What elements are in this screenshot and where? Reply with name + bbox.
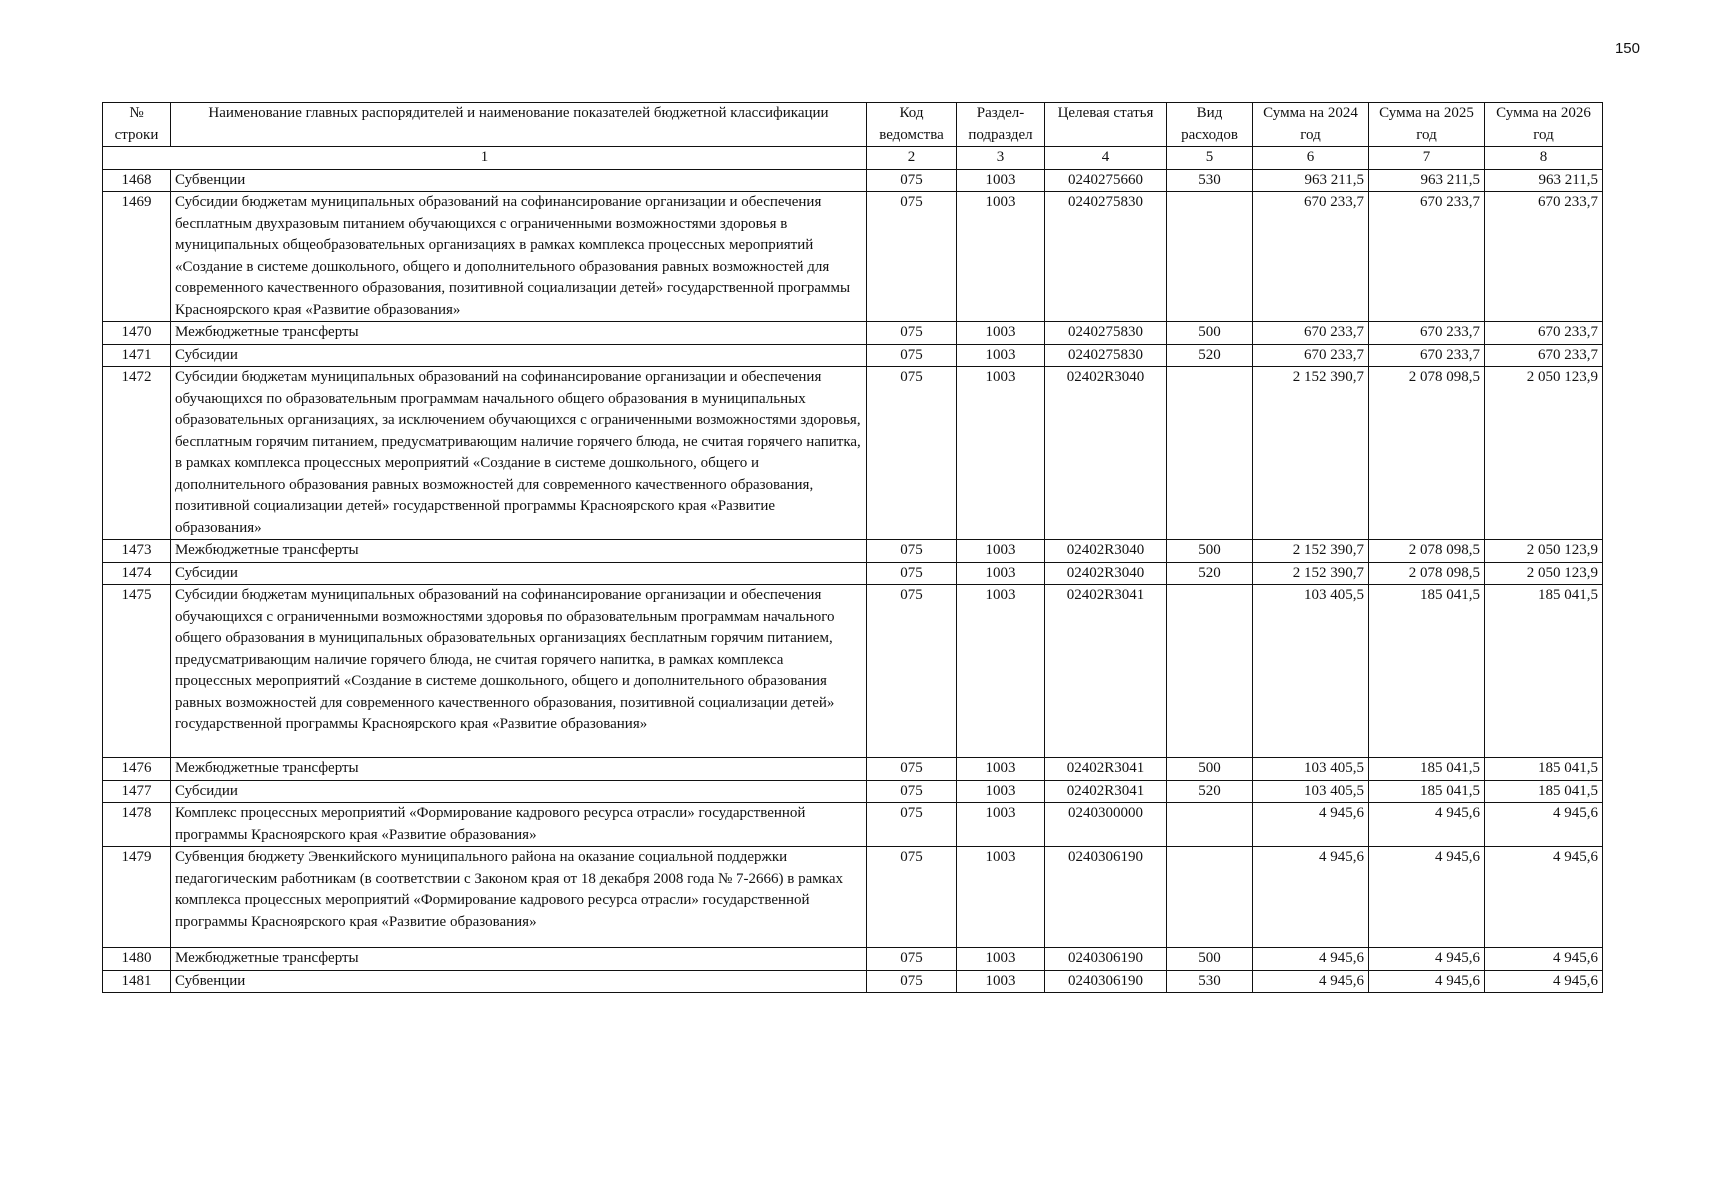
- row-name: Субвенции: [171, 169, 867, 192]
- target-code: 02402R3041: [1045, 585, 1167, 758]
- dept-code: 075: [867, 192, 957, 322]
- sum-2024: 4 945,6: [1253, 970, 1369, 993]
- header-name: Наименование главных распорядителей и наименование показателей бюджетной классификации: [171, 103, 867, 147]
- sum-2026: 185 041,5: [1485, 780, 1603, 803]
- dept-code: 075: [867, 585, 957, 758]
- expense-type: 520: [1167, 562, 1253, 585]
- column-number-6: 6: [1253, 147, 1369, 170]
- sum-2025: 2 078 098,5: [1369, 367, 1485, 540]
- expense-type: 500: [1167, 540, 1253, 563]
- section-code: 1003: [957, 948, 1045, 971]
- section-code: 1003: [957, 322, 1045, 345]
- section-code: 1003: [957, 169, 1045, 192]
- sum-2024: 4 945,6: [1253, 948, 1369, 971]
- dept-code: 075: [867, 758, 957, 781]
- sum-2025: 670 233,7: [1369, 192, 1485, 322]
- section-code: 1003: [957, 562, 1045, 585]
- section-code: 1003: [957, 758, 1045, 781]
- expense-type: 500: [1167, 322, 1253, 345]
- column-number-3: 3: [957, 147, 1045, 170]
- section-code: 1003: [957, 803, 1045, 847]
- header-sum-2025: Сумма на 2025 год: [1369, 103, 1485, 147]
- row-number: 1472: [103, 367, 171, 540]
- dept-code: 075: [867, 322, 957, 345]
- expense-type: 530: [1167, 970, 1253, 993]
- sum-2024: 4 945,6: [1253, 803, 1369, 847]
- sum-2026: 670 233,7: [1485, 192, 1603, 322]
- row-number: 1478: [103, 803, 171, 847]
- sum-2025: 670 233,7: [1369, 344, 1485, 367]
- dept-code: 075: [867, 562, 957, 585]
- target-code: 0240275830: [1045, 192, 1167, 322]
- expense-type: 500: [1167, 948, 1253, 971]
- row-name: Субсидии бюджетам муниципальных образований на софинансирование организации и обеспечения обучающихся по образовательным программам начального общего образования в муниципальных образовательных организациях, за исключением обучающихся с ограниченными возможностями здоровья, бесплатным горячим питанием, предусматривающим наличие горячего блюда, не считая горячего напитка, в рамках комплекса процессных мероприятий «Создание в системе дошкольного, общего и дополнительного образования равных возможностей для современного качественного образования, позитивной социализации детей» государственной программы Красноярского края «Развитие образования»: [171, 367, 867, 540]
- sum-2026: 2 050 123,9: [1485, 540, 1603, 563]
- sum-2024: 103 405,5: [1253, 758, 1369, 781]
- header-row-no: № строки: [103, 103, 171, 147]
- expense-type: 520: [1167, 780, 1253, 803]
- row-name: Межбюджетные трансферты: [171, 322, 867, 345]
- row-name: Субсидии: [171, 344, 867, 367]
- row-number: 1474: [103, 562, 171, 585]
- sum-2025: 4 945,6: [1369, 803, 1485, 847]
- row-name: Межбюджетные трансферты: [171, 540, 867, 563]
- expense-type: 520: [1167, 344, 1253, 367]
- table-row: [103, 780, 1603, 803]
- sum-2026: 670 233,7: [1485, 344, 1603, 367]
- table-row: [103, 803, 1603, 847]
- sum-2026: 4 945,6: [1485, 948, 1603, 971]
- sum-2025: 670 233,7: [1369, 322, 1485, 345]
- section-code: 1003: [957, 970, 1045, 993]
- sum-2025: 2 078 098,5: [1369, 540, 1485, 563]
- target-code: 0240275830: [1045, 322, 1167, 345]
- sum-2024: 2 152 390,7: [1253, 540, 1369, 563]
- section-code: 1003: [957, 367, 1045, 540]
- sum-2026: 185 041,5: [1485, 758, 1603, 781]
- sum-2025: 2 078 098,5: [1369, 562, 1485, 585]
- expense-type: [1167, 803, 1253, 847]
- sum-2024: 670 233,7: [1253, 322, 1369, 345]
- sum-2025: 4 945,6: [1369, 847, 1485, 948]
- expense-type: [1167, 192, 1253, 322]
- sum-2024: 670 233,7: [1253, 344, 1369, 367]
- column-number-8: 8: [1485, 147, 1603, 170]
- table-row: [103, 367, 1603, 540]
- sum-2025: 4 945,6: [1369, 970, 1485, 993]
- row-name: Субвенции: [171, 970, 867, 993]
- dept-code: 075: [867, 540, 957, 563]
- row-number: 1473: [103, 540, 171, 563]
- row-number: 1476: [103, 758, 171, 781]
- dept-code: 075: [867, 780, 957, 803]
- sum-2024: 103 405,5: [1253, 585, 1369, 758]
- header-dept-code: Код ведомства: [867, 103, 957, 147]
- target-code: 0240306190: [1045, 948, 1167, 971]
- sum-2025: 963 211,5: [1369, 169, 1485, 192]
- table-row: [103, 322, 1603, 345]
- table-row: [103, 847, 1603, 948]
- sum-2024: 103 405,5: [1253, 780, 1369, 803]
- row-name: Субсидии бюджетам муниципальных образований на софинансирование организации и обеспечения обучающихся с ограниченными возможностями здоровья по образовательным программам начального общего образования в муниципальных образовательных организациях бесплатным горячим питанием, предусматривающим наличие горячего блюда, не считая горячего напитка, в рамках комплекса процессных мероприятий «Создание в системе дошкольного, общего и дополнительного образования равных возможностей для современного качественного образования, позитивной социализации детей» государственной программы Красноярского края «Развитие образования»: [171, 585, 867, 758]
- dept-code: 075: [867, 803, 957, 847]
- sum-2026: 185 041,5: [1485, 585, 1603, 758]
- header-row: [103, 103, 1603, 147]
- header-sum-2026: Сумма на 2026 год: [1485, 103, 1603, 147]
- header-target: Целевая статья: [1045, 103, 1167, 147]
- sum-2025: 185 041,5: [1369, 758, 1485, 781]
- sum-2026: 4 945,6: [1485, 803, 1603, 847]
- expense-type: [1167, 585, 1253, 758]
- sum-2026: 2 050 123,9: [1485, 367, 1603, 540]
- sum-2024: 2 152 390,7: [1253, 367, 1369, 540]
- row-number: 1468: [103, 169, 171, 192]
- column-number-2: 2: [867, 147, 957, 170]
- expense-type: 530: [1167, 169, 1253, 192]
- sum-2026: 670 233,7: [1485, 322, 1603, 345]
- row-number: 1477: [103, 780, 171, 803]
- header-expense-type: Вид расходов: [1167, 103, 1253, 147]
- table-row: [103, 192, 1603, 322]
- dept-code: 075: [867, 970, 957, 993]
- table-row: [103, 562, 1603, 585]
- dept-code: 075: [867, 344, 957, 367]
- target-code: 02402R3041: [1045, 780, 1167, 803]
- page-number: 150: [1614, 40, 1640, 57]
- section-code: 1003: [957, 780, 1045, 803]
- column-number-1: 1: [103, 147, 867, 170]
- row-number: 1481: [103, 970, 171, 993]
- column-number-4: 4: [1045, 147, 1167, 170]
- table-row: [103, 948, 1603, 971]
- header-section: Раздел-подраздел: [957, 103, 1045, 147]
- table-row: [103, 970, 1603, 993]
- target-code: 02402R3041: [1045, 758, 1167, 781]
- row-name: Субсидии: [171, 562, 867, 585]
- target-code: 02402R3040: [1045, 540, 1167, 563]
- sum-2026: 4 945,6: [1485, 847, 1603, 948]
- dept-code: 075: [867, 847, 957, 948]
- sum-2025: 185 041,5: [1369, 585, 1485, 758]
- target-code: 02402R3040: [1045, 562, 1167, 585]
- target-code: 0240306190: [1045, 970, 1167, 993]
- row-number: 1475: [103, 585, 171, 758]
- table-row: [103, 540, 1603, 563]
- table-row: [103, 169, 1603, 192]
- dept-code: 075: [867, 948, 957, 971]
- sum-2024: 963 211,5: [1253, 169, 1369, 192]
- column-number-5: 5: [1167, 147, 1253, 170]
- sum-2024: 4 945,6: [1253, 847, 1369, 948]
- header-sum-2024: Сумма на 2024 год: [1253, 103, 1369, 147]
- table-row: [103, 758, 1603, 781]
- table-row: [103, 585, 1603, 758]
- target-code: 0240275830: [1045, 344, 1167, 367]
- column-number-7: 7: [1369, 147, 1485, 170]
- section-code: 1003: [957, 540, 1045, 563]
- row-number: 1469: [103, 192, 171, 322]
- sum-2026: 2 050 123,9: [1485, 562, 1603, 585]
- sum-2026: 963 211,5: [1485, 169, 1603, 192]
- section-code: 1003: [957, 344, 1045, 367]
- row-name: Субсидии бюджетам муниципальных образований на софинансирование организации и обеспечения бесплатным двухразовым питанием обучающихся с ограниченными возможностями здоровья в муниципальных общеобразовательных организациях в рамках комплекса процессных мероприятий «Создание в системе дошкольного, общего и дополнительного образования равных возможностей для современного качественного образования, позитивной социализации детей» государственной программы Красноярского края «Развитие образования»: [171, 192, 867, 322]
- row-name: Межбюджетные трансферты: [171, 948, 867, 971]
- target-code: 0240275660: [1045, 169, 1167, 192]
- expense-type: 500: [1167, 758, 1253, 781]
- row-name: Межбюджетные трансферты: [171, 758, 867, 781]
- expense-type: [1167, 367, 1253, 540]
- dept-code: 075: [867, 169, 957, 192]
- sum-2026: 4 945,6: [1485, 970, 1603, 993]
- column-number-row: [103, 147, 1603, 170]
- section-code: 1003: [957, 192, 1045, 322]
- sum-2024: 670 233,7: [1253, 192, 1369, 322]
- row-name: Субсидии: [171, 780, 867, 803]
- expense-type: [1167, 847, 1253, 948]
- budget-table: [102, 102, 1603, 993]
- row-number: 1471: [103, 344, 171, 367]
- row-number: 1480: [103, 948, 171, 971]
- row-name: Комплекс процессных мероприятий «Формирование кадрового ресурса отрасли» государственной программы Красноярского края «Развитие образования»: [171, 803, 867, 847]
- sum-2025: 4 945,6: [1369, 948, 1485, 971]
- section-code: 1003: [957, 585, 1045, 758]
- row-number: 1479: [103, 847, 171, 948]
- target-code: 02402R3040: [1045, 367, 1167, 540]
- dept-code: 075: [867, 367, 957, 540]
- sum-2024: 2 152 390,7: [1253, 562, 1369, 585]
- target-code: 0240306190: [1045, 847, 1167, 948]
- section-code: 1003: [957, 847, 1045, 948]
- target-code: 0240300000: [1045, 803, 1167, 847]
- table-row: [103, 344, 1603, 367]
- row-number: 1470: [103, 322, 171, 345]
- sum-2025: 185 041,5: [1369, 780, 1485, 803]
- row-name: Субвенция бюджету Эвенкийского муниципального района на оказание социальной поддержки педагогическим работникам (в соответствии с Законом края от 18 декабря 2008 года № 7-2666) в рамках комплекса процессных мероприятий «Формирование кадрового ресурса отрасли» государственной программы Красноярского края «Развитие образования»: [171, 847, 867, 948]
